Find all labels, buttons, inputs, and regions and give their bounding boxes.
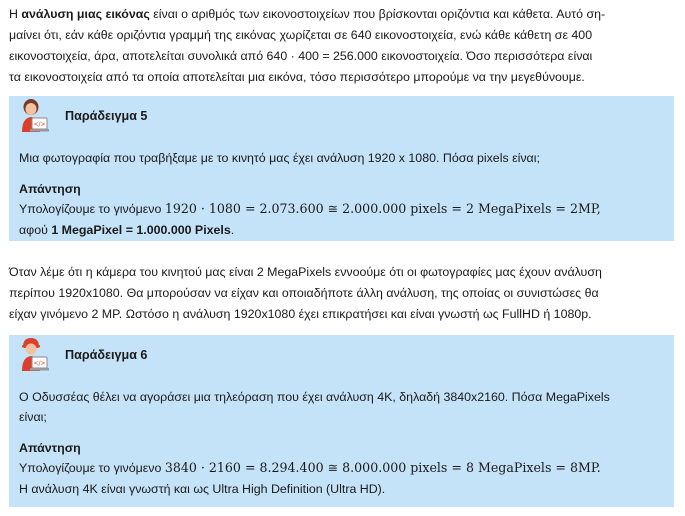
middle-line-1: Όταν λέμε ότι η κάμερα του κινητού μας είναι 2 MegaPixels εννοούμε ότι οι φωτογραφίες μας έχουν ανάλυση <box>9 265 602 279</box>
example-6-calculation: Υπολογίζουμε το γινόμενο 3840 · 2160 = 8.294.400 ≅ 8.000.000 pixels = 8 MegaPixels = 8MP. <box>19 460 601 475</box>
intro-bold-term: ανάλυση μιας εικόνας <box>21 7 150 21</box>
example-5-question: Μια φωτογραφία που τραβήξαμε με το κινητό μας έχει ανάλυση 1920 x 1080. Πόσα pixels είναι; <box>19 151 540 165</box>
example-5-formula: 1920 · 1080 = 2.073.600 ≅ 2.000.000 pixels = 2 MegaPixels = 2MP, <box>164 201 601 216</box>
example-6-formula: 3840 · 2160 = 8.294.400 ≅ 8.000.000 pixels = 8 MegaPixels = 8MP. <box>164 460 601 475</box>
intro-line-2: μαίνει ότι, εάν κάθε οριζόντια γραμμή της εικόνας χωρίζεται σε 640 εικονοστοιχεία, ενώ κάθε κάθετη σε 400 <box>9 28 593 42</box>
example-6-box <box>9 335 674 507</box>
example-5-box <box>9 96 674 241</box>
intro-line-4: τα εικονοστοιχεία από τα οποία αποτελείται μια εικόνα, τόσο περισσότερο μπορούμε να την μεγεθύνουμε. <box>9 70 585 84</box>
example-6-question-line-2: είναι; <box>19 410 47 424</box>
svg-text:</>: </> <box>33 121 46 128</box>
example-5-since: αφού 1 MegaPixel = 1.000.000 Pixels. <box>19 223 235 237</box>
intro-line-3: εικονοστοιχεία, άρα, αποτελείται συνολικά από 640 · 400 = 256.000 εικονοστοιχεία. Όσο περισσότερα είναι <box>9 49 593 63</box>
megapixel-definition: 1 MegaPixel = 1.000.000 Pixels <box>51 223 231 237</box>
example-5-answer-label: Απάντηση <box>19 182 81 196</box>
example-5-header <box>19 98 147 134</box>
example-6-title: Παράδειγμα 6 <box>65 348 148 362</box>
example-6-header <box>19 337 147 373</box>
intro-line-1: Η ανάλυση μιας εικόνας είναι ο αριθμός των εικονοστοιχείων που βρίσκονται οριζόντια και κάθετα. Αυτό ση- <box>9 7 606 21</box>
example-6-note: Η ανάλυση 4Κ είναι γνωστή και ως Ultra High Definition (Ultra HD). <box>19 482 386 496</box>
example-6-answer-label: Απάντηση <box>19 441 81 455</box>
example-6-question-line-1: Ο Οδυσσέας θέλει να αγοράσει μια τηλεόραση που έχει ανάλυση 4Κ, δηλαδή 3840x2160. Πόσα MegaPixels <box>19 390 610 404</box>
middle-line-3: είχαν γινόμενο 2 ΜΡ. Ωστόσο η ανάλυση 1920x1080 έχει επικρατήσει και είναι γνωστή ως FullHD ή 1080p. <box>9 307 592 321</box>
person-laptop-icon <box>19 337 49 373</box>
example-5-calculation: Υπολογίζουμε το γινόμενο 1920 · 1080 = 2.073.600 ≅ 2.000.000 pixels = 2 MegaPixels = 2MP, <box>19 201 601 216</box>
person-laptop-icon <box>19 98 49 134</box>
middle-line-2: περίπου 1920x1080. Θα μπορούσαν να είχαν και οποιαδήποτε άλλη ανάλυση, της οποίας οι συνιστώσες θα <box>9 286 599 300</box>
example-5-title: Παράδειγμα 5 <box>65 109 148 123</box>
svg-text:</>: </> <box>33 360 46 367</box>
